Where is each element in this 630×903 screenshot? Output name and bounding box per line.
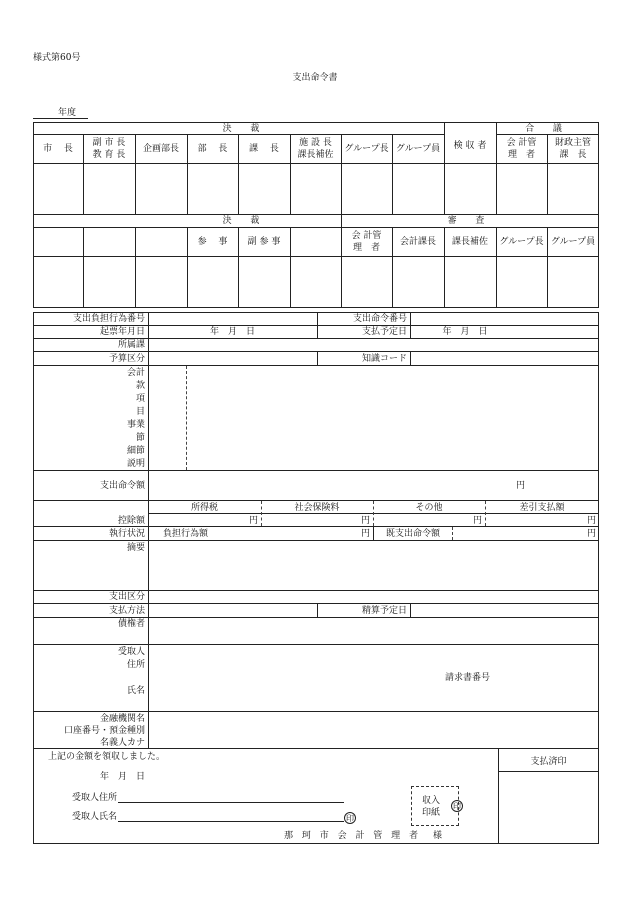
addressee: 那 珂 市 会 計 管 理 者 様 (284, 831, 446, 841)
page-title: 支出命令書 (292, 73, 338, 83)
stamp-seal: 印 (453, 802, 461, 811)
paid-seal-label: 支払済印 (530, 757, 567, 767)
kessai-header-2: 決 裁 (222, 216, 268, 226)
name-seal: 印 (346, 814, 354, 823)
kessai-header: 決 裁 (222, 124, 268, 134)
fiscal-year-label: 年度 (58, 108, 77, 118)
fiscal-year-line (33, 118, 88, 119)
kenshu-label: 検 収 者 (453, 141, 487, 151)
aigi-header: 合 議 (525, 124, 570, 134)
form-number: 様式第60号 (33, 53, 81, 63)
shinsa-header: 審 査 (447, 216, 493, 226)
